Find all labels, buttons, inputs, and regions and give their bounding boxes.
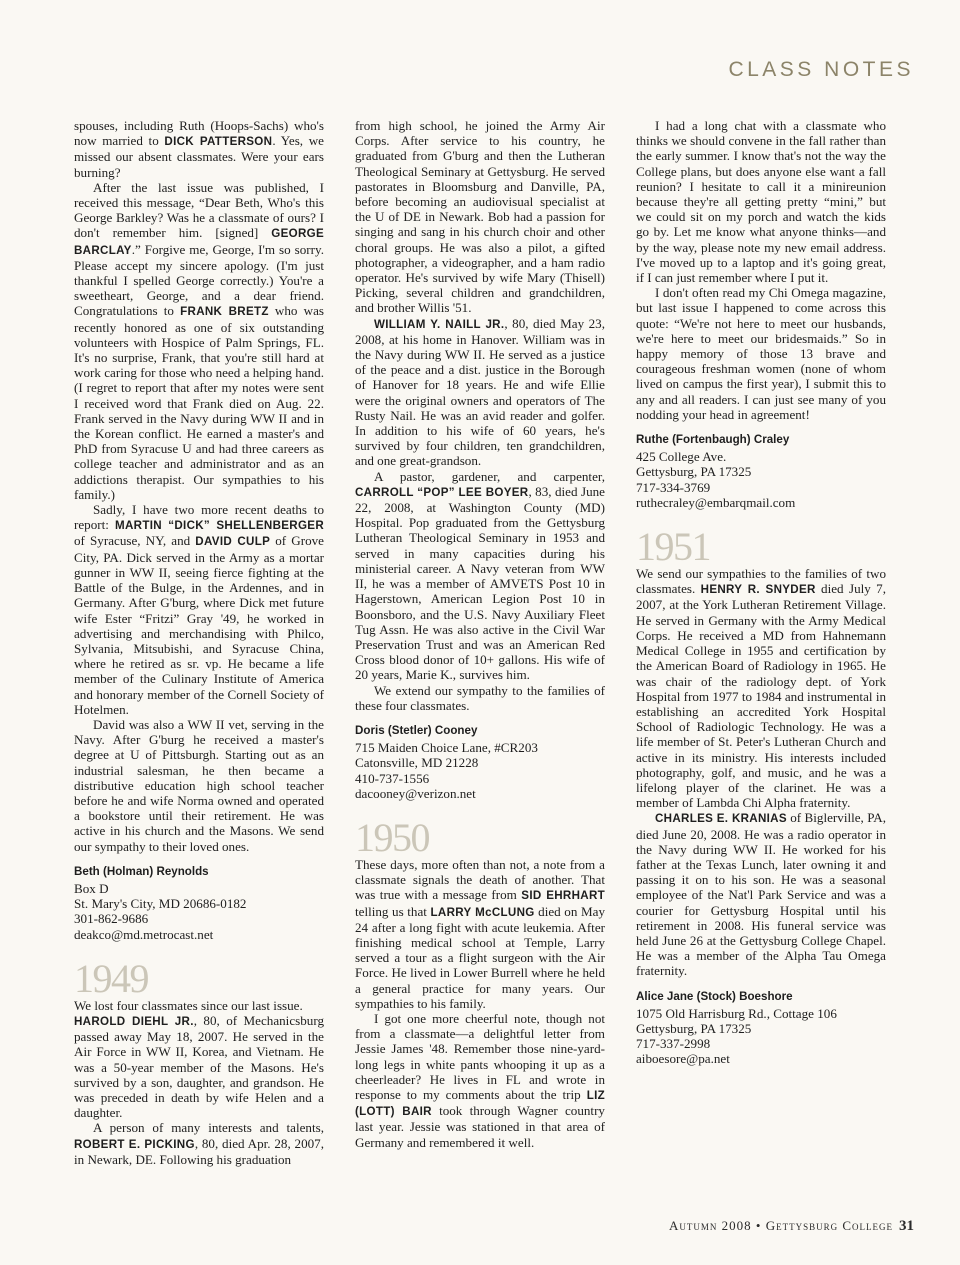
classmate-name: WILLIAM Y. NAILL JR. — [374, 317, 505, 331]
classmate-name: HAROLD DIEHL JR. — [74, 1014, 194, 1028]
contact-address: Box D — [74, 880, 109, 896]
class-secretary-contact — [74, 864, 324, 942]
contact-name: Beth (Holman) Reynolds — [74, 864, 209, 878]
paragraph: CHARLES E. KRANIAS of Biglerville, PA, died June 20, 2008. He was a radio operator in the Navy during WW II. He worked for his father at the Texas Lunch, later owning it and passing it on to his son. He was a seasonal employee of the Nat'l Park Service and was a courier for Gettysburg Hospital until his retirement in 2008. His funeral service was held June 26 at the Gettysburg College Chapel. He was a member of the Alpha Tau Omega fraternity. — [636, 810, 887, 979]
contact-email[interactable]: aiboesore@pa.net — [636, 1051, 730, 1067]
paragraph: David was also a WW II vet, serving in the Navy. After G'burg he received a master's degree at U of Pittsburgh. Starting out as an industrial salesman, he then became a distributive education high school teacher before he and wife Norma owned and operated a bookstore until their retirement. He was active in his church and the Masons. We send our sympathy to their loved ones. — [74, 716, 324, 854]
class-year-heading: 1950 — [355, 814, 429, 860]
contact-email[interactable]: ruthecraley@embarqmail.com — [636, 494, 796, 510]
contact-name: Doris (Stetler) Cooney — [355, 723, 478, 737]
contact-email[interactable]: dacooney@verizon.net — [355, 785, 476, 801]
classmate-name: ROBERT E. PICKING — [74, 1137, 195, 1151]
contact-city: Gettysburg, PA 17325 — [636, 464, 752, 480]
contact-city: St. Mary's City, MD 20686-0182 — [74, 896, 247, 912]
section-header: CLASS NOTES — [728, 58, 914, 81]
classmate-name: LIZ (LOTT) BAIR — [355, 1088, 605, 1119]
paragraph: We extend our sympathy to the families of these four classmates. — [355, 682, 605, 713]
issue-label: Autumn 2008 • Gettysburg College — [669, 1218, 893, 1233]
contact-city: Catonsville, MD 21228 — [355, 755, 479, 771]
paragraph: spouses, including Ruth (Hoops-Sachs) who's now married to DICK PATTERSON. Yes, we missed our absent classmates. Were your ears burning? — [74, 118, 324, 180]
paragraph: WILLIAM Y. NAILL JR., 80, died May 23, 2008, at his home in Hanover. William was in the Navy during WW II. He served as a justice of the peace and a dist. justice in the Borough of Hanover for 18 years. He and wife Ellie were the original owners and operators of The Rusty Nail. He was an avid reader and golfer. In addition to his wife of 60 years, he's survived by four children, ten grandchildren, and one great-grandson. — [355, 315, 605, 469]
contact-phone: 717-334-3769 — [636, 479, 711, 495]
paragraph: After the last issue was published, I received this message, “Dear Beth, Who's this George Barkley? Was he a classmate of ours? I don't remember him. [signed] GEORGE BARCLAY.” Forgive me, George, I'm so sorry. Please accept my sincere apology. (I'm just thankful I spelled George correctly.) You're a sweetheart, George, and a dear friend. Congratulations to FRANK BRETZ who was recently honored as one of six outstanding volunteers with Hospice of Palm Springs, FL. It's no surprise, Frank, that you're still hard at work caring for those who need a helping hand. (I regret to report that after my notes were sent I received word that Frank died on Aug. 22. Frank served in the Navy during WW II and in the Korean conflict. He earned a master's and PhD from Syracuse U and had three careers as college teacher and administrator and as an addictions therapist. Our sympathies to his family.) — [74, 179, 324, 502]
paragraph: Sadly, I have two more recent deaths to report: MARTIN “DICK” SHELLENBERGER of Syracuse, NY, and DAVID CULP of Grove City, PA. Dick served in the Army as a mortar gunner in WW II, seeing fierce fighting at the Battle of the Bulge, in the Ardennes, and in Germany. After G'burg, where Dick met future wife Ester “Fritzi” Gray '49, he worked in advertising and merchandising with Philco, Sylvania, Mitsubishi, and Syracuse China, where he retired as sr. vp. He became a life member of the Culinary Institute of America and honorary member of the Cornell Society of Hotelmen. — [74, 502, 324, 717]
classmate-name: MARTIN “DICK” SHELLENBERGER — [115, 519, 324, 533]
contact-name: Alice Jane (Stock) Boeshore — [636, 989, 793, 1003]
column-3 — [636, 118, 886, 1073]
classmate-name: SID EHRHART — [521, 889, 605, 903]
classmate-name: HENRY R. SNYDER — [700, 583, 816, 597]
paragraph: from high school, he joined the Army Air Corps. After service to his country, he graduated from G'burg and then the Lutheran Theological Seminary at Gettysburg. He served pastorates in Bloomsburg and Danville, PA, before becoming an audiovisual specialist at the U of DE in Newark. Bob had a passion for singing and sang in his church choir and other choral groups. He was also a pilot, a gifted photographer, a videographer, and a ham radio operator. He's survived by wife Mary (Thisell) Picking, several children and grandchildren, and brother Willis '51. — [355, 118, 605, 316]
column-2 — [355, 118, 605, 1150]
paragraph: I don't often read my Chi Omega magazine, but last issue I happened to come across this quote: “We're not here to meet our husbands, we're here to meet our bridesmaids.” So in happy memory of those 13 brave and courageous freshman women (none of whom lived on campus the first year), I submit this to any and all readers. I can just see many of you nodding your head in agreement! — [636, 285, 886, 422]
column-1 — [74, 118, 324, 1167]
paragraph: A pastor, gardener, and carpenter, CARROLL “POP” LEE BOYER, 83, died June 22, 2008, at Washington County (MD) Hospital. Pop graduated from the Gettysburg Lutheran Theological Seminary in 1953 and served in many capacities during his ministerial career. A Navy veteran from WW II, he was a member of AMVETS Post 10 in Hagerstown, American Legion Post 10 in Boonsboro, and the U.S. Navy Auxiliary Fleet Tug Assn. He was also active in the Civil War Preservation Trust and was an American Red Cross blood donor of 10+ gallons. His wife of 20 years, Marie K., survives him. — [355, 468, 605, 683]
contact-address: 1075 Old Harrisburg Rd., Cottage 106 — [636, 1005, 837, 1021]
classmate-name: CHARLES E. KRANIAS — [655, 812, 787, 826]
contact-phone: 410-737-1556 — [355, 770, 430, 786]
class-secretary-contact — [355, 723, 605, 801]
paragraph: I got one more cheerful note, though not from a classmate—a delightful letter from Jessie James '48. Remember those nine-yard-long legs in white pants whooping it up as a cheerleader? He lives in FL and wrote in response to my comments about the trip LIZ (LOTT) BAIR took through Wagner country last year. Jessie was stationed in that area of Germany and remembered it well. — [355, 1010, 605, 1150]
paragraph: We send our sympathies to the families of two classmates. HENRY R. SNYDER died July 7, 2007, at the York Lutheran Retirement Village. He served in Germany with the Army Medical Corps. He received a MD from Hahnemann Medical College in 1955 and certification by the American Board of Radiology in 1965. He was chair of the radiology dept. of York Hospital from 1977 to 1984 and instrumental in establishing an accredited York Hospital School of Radiologic Technology. He was a life member of St. Peter's Lutheran Church and active in its ministry. His interests included photography, golf, and music, and he was a lifelong player of the clarinet. He was a member of Lambda Chi Alpha fraternity. — [636, 566, 887, 811]
page-number: 31 — [899, 1218, 914, 1234]
paragraph: We lost four classmates since our last issue. — [74, 997, 303, 1013]
contact-city: Gettysburg, PA 17325 — [636, 1020, 752, 1036]
class-year-heading: 1951 — [636, 524, 710, 570]
contact-address: 425 College Ave. — [636, 449, 727, 465]
classmate-name: FRANK BRETZ — [180, 305, 269, 319]
class-secretary-contact — [636, 989, 886, 1067]
contact-phone: 717-337-2998 — [636, 1036, 711, 1052]
contact-phone: 301-862-9686 — [74, 911, 149, 927]
contact-email[interactable]: deakco@md.metrocast.net — [74, 926, 214, 942]
contact-name: Ruthe (Fortenbaugh) Craley — [636, 433, 790, 447]
classmate-name: DICK PATTERSON — [164, 135, 273, 149]
paragraph: HAROLD DIEHL JR., 80, of Mechanicsburg passed away May 18, 2007. He served in the Air Force in WW II, Korea, and Vietnam. He was a 50-year member of the Masons. He's survived by a son, daughter, and grandson. He was preceded in death by wife Helen and a daughter. — [74, 1012, 324, 1121]
classmate-name: DAVID CULP — [195, 535, 271, 549]
paragraph: A person of many interests and talents, ROBERT E. PICKING, 80, died Apr. 28, 2007, in Newark, DE. Following his graduation — [74, 1120, 324, 1167]
contact-address: 715 Maiden Choice Lane, #CR203 — [355, 740, 538, 756]
classmate-name: CARROLL “POP” LEE BOYER — [355, 485, 529, 499]
classmate-name: LARRY McCLUNG — [430, 905, 535, 919]
class-secretary-contact — [636, 432, 886, 510]
paragraph: I had a long chat with a classmate who thinks we should convene in the fall rather than the early summer. I know that's not the way the College plans, but does anyone else want a fall reunion? I hesitate to call it a minireunion because they're all getting pretty “mini,” but we could sit on my porch and watch the kids go by. Let me know what anyone thinks—and by the way, please note my new email address. I've moved up to a laptop and it's going great, if I can just remember where I put it. — [636, 118, 886, 286]
page-footer — [669, 1218, 914, 1235]
paragraph: These days, more often than not, a note from a classmate signals the death of another. That was true with a message from SID EHRHART telling us that LARRY McCLUNG died on May 24 after a long fight with acute leukemia. After finishing medical school at Temple, Larry served a tour as a flight surgeon with the Air Force. He lived in Lower Burrell where he held a general practice for many years. Our sympathies to his family. — [355, 856, 605, 1011]
classmate-name: GEORGE BARCLAY — [74, 227, 324, 257]
class-year-heading: 1949 — [74, 955, 148, 1001]
